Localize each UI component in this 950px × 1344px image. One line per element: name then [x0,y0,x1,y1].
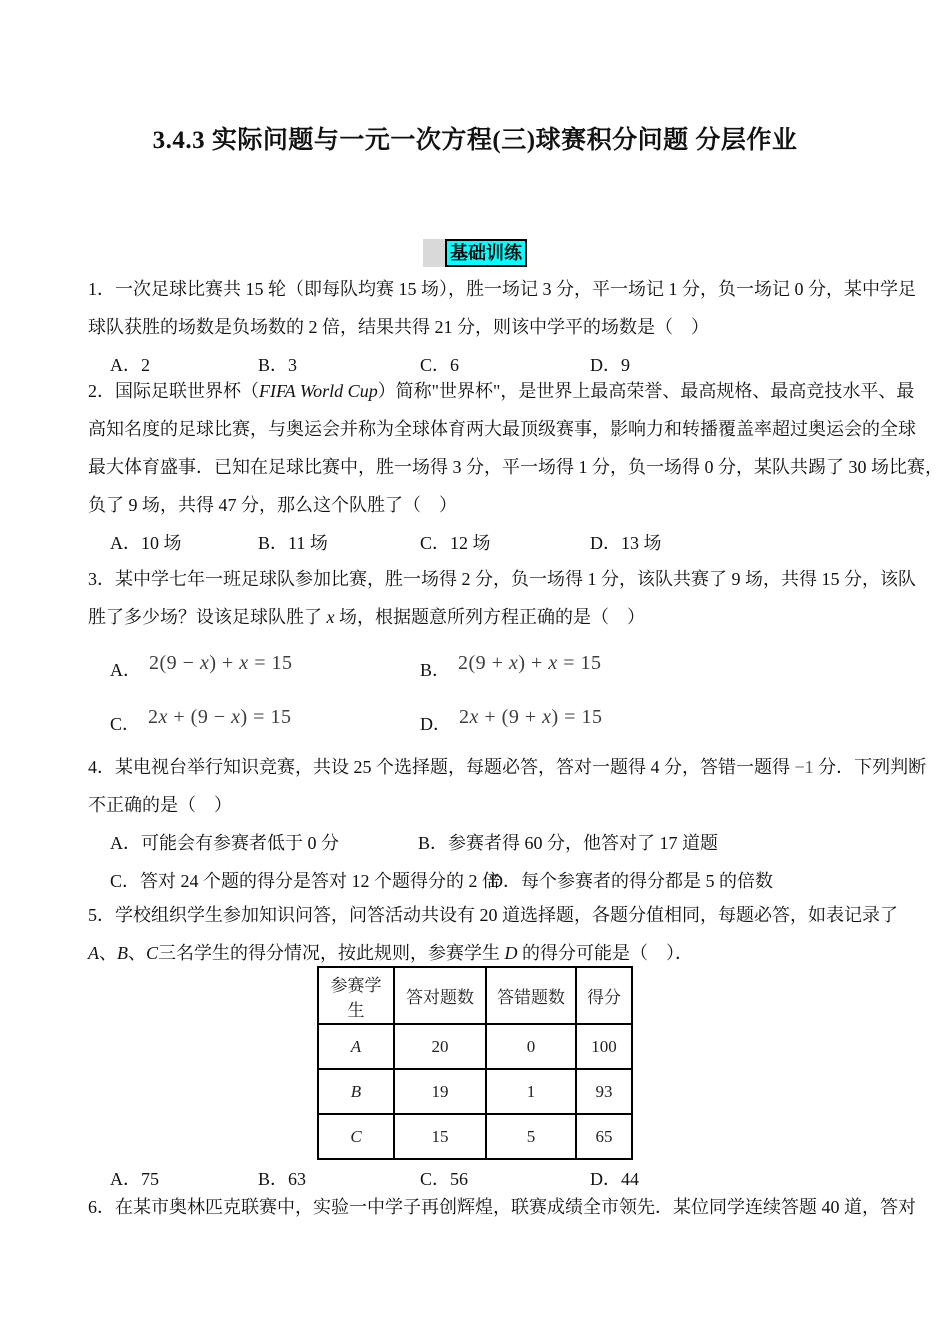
question-2 [88,372,943,562]
page-title: 3.4.3 实际问题与一元一次方程(三)球赛积分问题 分层作业 [152,127,798,154]
option-d: D．9 [590,355,630,375]
equation-b: 2(9 + x) + x = 15 [458,652,602,674]
option-d: D．13 场 [590,533,662,553]
badge-gray-block [423,239,445,267]
header-score: 得分 [576,967,632,1024]
text-segment: 三名学生的得分情况，按此规则，参赛学生 [158,943,505,963]
option-c: C．56 [420,1169,469,1189]
text-segment: 4．某电视台举行知识竞赛，共设 25 个选择题，每题必答，答对一题得 4 分，答错一题得 [88,757,795,777]
question-4 [88,748,927,900]
question-4-options-row-2 [88,862,862,900]
cell-score: 93 [576,1069,632,1114]
student-d-letter: D [504,943,518,963]
question-4-line-2: 不正确的是（ ） [88,795,232,815]
header-student: 参赛学生 [318,967,394,1024]
table-row [318,1069,632,1114]
cell-score: 100 [576,1024,632,1069]
text-segment-italic: FIFA World Cup [259,381,378,401]
option-b-label: B． [420,660,451,680]
question-5 [88,896,898,1198]
question-2-line-3: 最大体育盛事．已知在足球比赛中，胜一场得 3 分，平一场得 1 分，负一场得 0 分，某队共踢了 30 场比赛， [88,457,943,477]
question-4-line-1 [88,748,927,786]
question-2-line-1 [88,372,915,410]
text-segment: 分．下列判断 [813,757,927,777]
option-c-label: C． [110,714,141,734]
negative-one-value: −1 [794,757,814,777]
equation-a: 2(9 − x) + x = 15 [149,652,293,674]
option-c [110,706,292,736]
student-b-letter: B [117,943,128,963]
question-2-line-4: 负了 9 场，共得 47 分，那么这个队胜了（ ） [88,495,457,515]
cell-correct: 15 [394,1114,486,1159]
text-segment: 胜了多少场？设该足球队胜了 [88,607,327,627]
cell-correct: 20 [394,1024,486,1069]
question-3-line-1: 3．某中学七年一班足球队参加比赛，胜一场得 2 分，负一场得 1 分，该队共赛了 9 场，共得 15 分，该队 [88,569,916,589]
option-d-label: D． [420,714,451,734]
question-1-line-2: 球队获胜的场数是负场数的 2 倍，结果共得 21 分，则该中学平的场数是（ ） [88,317,709,337]
option-c: C．12 场 [420,533,491,553]
cell-student: A [318,1024,394,1069]
section-badge [0,239,950,267]
question-2-options [88,524,862,562]
question-1 [88,270,916,384]
section-badge-label: 基础训练 [445,239,527,267]
option-b: B．参赛者得 60 分，他答对了 17 道题 [418,833,719,853]
text-segment: 的得分可能是（ ）． [517,943,694,963]
equation-c: 2x + (9 − x) = 15 [148,706,292,728]
option-d: D．44 [590,1169,639,1189]
student-a-letter: A [88,943,99,963]
option-a-label: A． [110,660,141,680]
question-2-line-2: 高知名度的足球比赛，与奥运会并称为全球体育两大最顶级赛事，影响力和转播覆盖率超过奥运会的全球 [88,419,916,439]
text-segment: 、 [128,943,146,963]
cell-score: 65 [576,1114,632,1159]
option-b: B．3 [258,355,298,375]
equation-d: 2x + (9 + x) = 15 [459,706,603,728]
question-3-options-row-2 [88,690,862,744]
question-3-line-2 [88,598,862,636]
text-segment: 场，根据题意所列方程正确的是（ ） [334,607,645,627]
table-row [318,1024,632,1069]
question-1-line-1: 1．一次足球比赛共 15 轮（即每队均赛 15 场），胜一场记 3 分，平一场记 1 分，负一场记 0 分，某中学足 [88,279,916,299]
option-d [420,706,603,736]
option-a [110,652,293,682]
header-wrong: 答错题数 [486,967,576,1024]
option-b: B．63 [258,1169,307,1189]
cell-wrong: 5 [486,1114,576,1159]
option-a: A．2 [110,355,150,375]
option-b: B．11 场 [258,533,328,553]
option-a: A．75 [110,1169,159,1189]
question-6 [88,1188,916,1226]
text-segment: ）简称"世界杯"，是世界上最高荣誉、最高规格、最高竞技水平、最 [377,381,915,401]
question-3 [88,560,916,744]
text-segment: 、 [99,943,117,963]
cell-student: B [318,1069,394,1114]
option-b [420,652,602,682]
header-correct: 答对题数 [394,967,486,1024]
question-5-line-2 [88,934,862,972]
option-a: A．10 场 [110,533,182,553]
question-5-line-1: 5．学校组织学生参加知识问答，问答活动共设有 20 道选择题，各题分值相同，每题必答，如表记录了 [88,905,898,925]
table-header-row [318,967,632,1024]
table-row [318,1114,632,1159]
cell-student: C [318,1114,394,1159]
option-a: A．可能会有参赛者低于 0 分 [110,833,339,853]
cell-wrong: 0 [486,1024,576,1069]
cell-wrong: 1 [486,1069,576,1114]
question-4-options-row-1 [88,824,862,862]
cell-correct: 19 [394,1069,486,1114]
variable-x: x [326,607,335,627]
text-segment: 2．国际足联世界杯（ [88,381,259,401]
option-c: C．答对 24 个题的得分是答对 12 个题得分的 2 倍 [110,871,501,891]
score-table [317,966,633,1160]
option-d: D．每个参赛者的得分都是 5 的倍数 [490,871,773,891]
option-c: C．6 [420,355,460,375]
question-6-line-1: 6．在某市奥林匹克联赛中，实验一中学子再创辉煌，联赛成绩全市领先．某位同学连续答题 40 道，答对 [88,1197,916,1217]
student-c-letter: C [146,943,159,963]
question-3-options-row-1 [88,636,862,690]
